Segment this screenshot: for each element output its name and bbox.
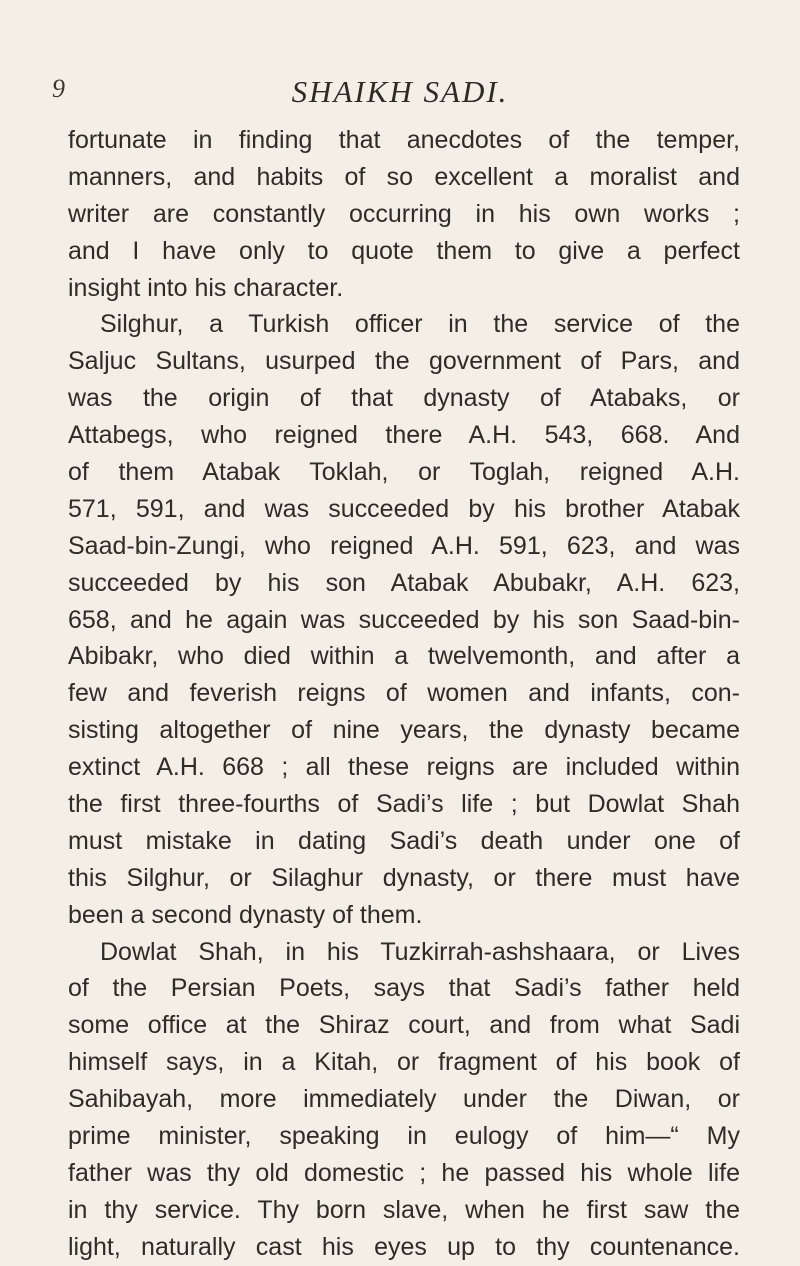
text-line: of them Atabak Toklah, or Toglah, reigned A.H. <box>68 458 740 487</box>
running-title: SHAIKH SADI. <box>291 74 509 109</box>
text-line: and I have only to quote them to give a perfect <box>68 236 740 265</box>
text-line: in thy service. Thy born slave, when he first saw the <box>68 1195 740 1224</box>
text-line: sisting altogether of nine years, the dynasty became <box>68 716 740 745</box>
body-text <box>68 122 740 1266</box>
text-line: fortunate in finding that anecdotes of the temper, <box>68 126 740 154</box>
text-line: Abibakr, who died within a twelvemonth, and after a <box>68 642 740 671</box>
text-line: of the Persian Poets, says that Sadi’s father held <box>68 974 740 1003</box>
text-line: was the origin of that dynasty of Atabaks, or <box>68 384 740 413</box>
page-number: 9 <box>52 74 65 103</box>
paragraph-start-line: Silghur, a Turkish officer in the service of the <box>100 310 740 339</box>
text-line: Saad-bin-Zungi, who reigned A.H. 591, 623, and was <box>68 531 740 560</box>
text-line: 571, 591, and was succeeded by his brother Atabak <box>68 494 740 523</box>
text-line: some office at the Shiraz court, and from what Sadi <box>68 1011 740 1040</box>
text-line: few and feverish reigns of women and infants, con- <box>68 679 740 708</box>
text-line: been a second dynasty of them. <box>68 900 423 929</box>
text-line: must mistake in dating Sadi’s death under one of <box>68 826 740 855</box>
text-line: insight into his character. <box>68 273 344 302</box>
text-line: succeeded by his son Atabak Abubakr, A.H. 623, <box>68 568 740 597</box>
text-line: extinct A.H. 668 ; all these reigns are included within <box>68 753 740 782</box>
text-line: light, naturally cast his eyes up to thy countenance. <box>68 1232 740 1261</box>
text-line: the first three-fourths of Sadi’s life ; but Dowlat Shah <box>68 790 740 819</box>
text-line: prime minister, speaking in eulogy of him—“ My <box>68 1122 740 1151</box>
text-line: Sahibayah, more immediately under the Diwan, or <box>68 1085 740 1114</box>
text-line: writer are constantly occurring in his own works ; <box>68 199 740 228</box>
text-line: this Silghur, or Silaghur dynasty, or there must have <box>68 863 740 892</box>
text-line: Saljuc Sultans, usurped the government of Pars, and <box>68 347 740 376</box>
text-line: manners, and habits of so excellent a moralist and <box>68 162 740 191</box>
text-line: 658, and he again was succeeded by his son Saad-bin- <box>68 605 740 634</box>
running-head <box>0 74 800 114</box>
text-line: Attabegs, who reigned there A.H. 543, 668. And <box>68 421 740 450</box>
paragraph-start-line: Dowlat Shah, in his Tuzkirrah-ashshaara, or Lives <box>100 937 740 966</box>
text-line: father was thy old domestic ; he passed his whole life <box>68 1158 740 1187</box>
text-line: himself says, in a Kitah, or fragment of his book of <box>68 1048 740 1077</box>
